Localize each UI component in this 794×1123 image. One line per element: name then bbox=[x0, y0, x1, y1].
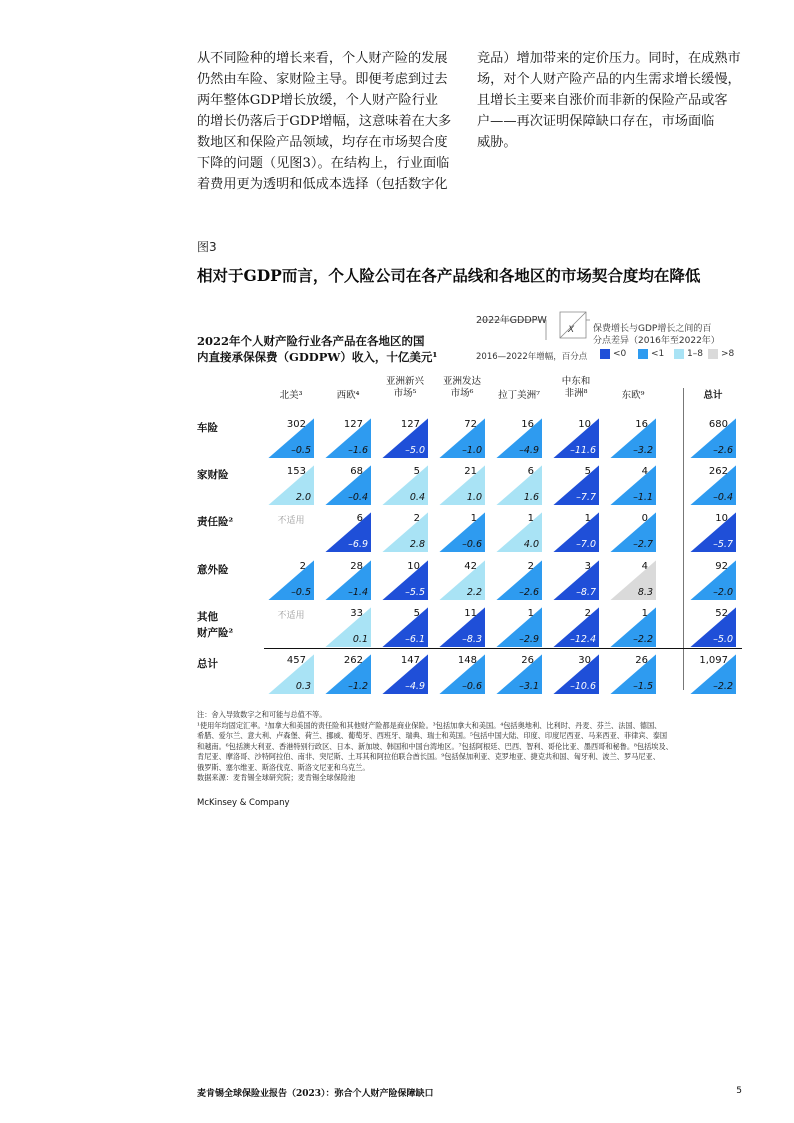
note-line: 注：舍入导致数字之和可能与总值不等。 bbox=[197, 710, 327, 719]
page-number: 5 bbox=[736, 1086, 742, 1096]
premium-value: 5 bbox=[584, 466, 591, 477]
growth-gap-value: –1.5 bbox=[633, 681, 653, 692]
growth-gap-value: –4.9 bbox=[405, 681, 425, 692]
column-header-line: 北美³ bbox=[279, 390, 303, 401]
column-header-line: 亚洲发达 bbox=[442, 376, 481, 387]
premium-value: 1 bbox=[527, 608, 534, 619]
table-cell bbox=[439, 560, 485, 600]
premium-value: 2 bbox=[413, 513, 420, 524]
table-cell bbox=[496, 607, 542, 647]
growth-gap-value: 2.8 bbox=[409, 539, 425, 550]
premium-value: 153 bbox=[286, 466, 306, 477]
table-cell bbox=[610, 654, 656, 694]
premium-value: 1 bbox=[584, 513, 591, 524]
table-cell bbox=[382, 512, 428, 552]
table-cell bbox=[382, 465, 428, 505]
table-cell bbox=[610, 607, 656, 647]
growth-gap-value: –5.0 bbox=[405, 445, 425, 456]
row-header bbox=[197, 514, 267, 530]
growth-gap-value: –1.6 bbox=[348, 445, 368, 456]
body-line: 竞品）增加带来的定价压力。同时，在成熟市 bbox=[477, 51, 741, 66]
table-cell bbox=[382, 654, 428, 694]
table-cell bbox=[690, 512, 736, 552]
premium-value: 0 bbox=[641, 513, 648, 524]
column-header bbox=[375, 376, 435, 400]
growth-gap-value: –0.6 bbox=[462, 539, 482, 550]
table-cell bbox=[325, 465, 371, 505]
growth-gap-value: –5.7 bbox=[713, 539, 733, 550]
growth-gap-value: 1.0 bbox=[466, 492, 482, 503]
legend-swatch-1to8 bbox=[674, 349, 684, 359]
growth-gap-value: 8.3 bbox=[637, 587, 653, 598]
row-header bbox=[197, 562, 267, 578]
row-header-line: 财产险² bbox=[197, 627, 234, 639]
row-header-line: 责任险² bbox=[197, 516, 234, 528]
growth-gap-value: –7.0 bbox=[576, 539, 596, 550]
growth-gap-value: –2.2 bbox=[713, 681, 733, 692]
growth-gap-value: –1.4 bbox=[348, 587, 368, 598]
premium-value: 127 bbox=[343, 419, 363, 430]
table-cell bbox=[553, 607, 599, 647]
growth-gap-value: –5.5 bbox=[405, 587, 425, 598]
body-line: 下降的问题（见图3）。在结构上，行业面临 bbox=[197, 156, 450, 171]
premium-value: 302 bbox=[286, 419, 306, 430]
table-cell bbox=[496, 465, 542, 505]
table-subtitle bbox=[197, 333, 447, 365]
legend-x-label: X bbox=[568, 325, 575, 335]
legend-swatch-lt1 bbox=[638, 349, 648, 359]
note-line: 数据来源：麦肯锡全球研究院；麦肯锡全球保险池 bbox=[197, 773, 356, 782]
growth-gap-value: –0.5 bbox=[291, 445, 311, 456]
row-header bbox=[197, 609, 267, 641]
note-line: 肯尼亚、摩洛哥、沙特阿拉伯、南非、突尼斯、土耳其和阿拉伯联合酋长国。⁹包括保加利亚、克罗地亚、捷克共和国、匈牙利、波兰、罗马尼亚、 bbox=[197, 752, 660, 761]
table-cell bbox=[268, 465, 314, 505]
row-header bbox=[197, 420, 267, 436]
growth-gap-value: –6.1 bbox=[405, 634, 425, 645]
column-header-line: 总计 bbox=[703, 390, 723, 401]
table-subtitle-line2: 内直接承保保费（GDDPW）收入，十亿美元¹ bbox=[197, 350, 438, 364]
table-cell bbox=[325, 654, 371, 694]
legend-swatch-gt8 bbox=[708, 349, 718, 359]
table-cell bbox=[496, 560, 542, 600]
column-header-line: 亚洲新兴 bbox=[385, 376, 424, 387]
premium-value: 26 bbox=[521, 655, 534, 666]
legend-item-lt0: <0 bbox=[613, 349, 627, 359]
table-cell bbox=[610, 465, 656, 505]
growth-gap-value: 2.0 bbox=[295, 492, 311, 503]
table-cell bbox=[325, 512, 371, 552]
table-cell bbox=[382, 607, 428, 647]
premium-value: 10 bbox=[407, 561, 420, 572]
growth-gap-value: –8.7 bbox=[576, 587, 596, 598]
table-cell bbox=[690, 560, 736, 600]
growth-gap-value: –6.9 bbox=[348, 539, 368, 550]
table-cell bbox=[268, 607, 314, 647]
body-column-right bbox=[477, 48, 757, 153]
table-cell bbox=[553, 465, 599, 505]
table-cell bbox=[553, 560, 599, 600]
note-line: 希腊、爱尔兰、意大利、卢森堡、荷兰、挪威、葡萄牙、西班牙、瑞典、瑞士和英国。⁵包括中国大陆、印度、印度尼西亚、马来西亚、菲律宾、泰国 bbox=[197, 731, 668, 740]
column-header-line: 拉丁美洲⁷ bbox=[498, 390, 540, 401]
growth-gap-value: –1.2 bbox=[348, 681, 368, 692]
premium-value: 72 bbox=[464, 419, 477, 430]
body-column-left bbox=[197, 48, 465, 195]
table-cell bbox=[553, 654, 599, 694]
growth-gap-value: –2.9 bbox=[519, 634, 539, 645]
premium-value: 10 bbox=[715, 513, 728, 524]
table-cell bbox=[268, 418, 314, 458]
column-header-line: 市场⁶ bbox=[450, 388, 474, 399]
table-cell bbox=[268, 654, 314, 694]
body-line: 的增长仍落后于GDP增幅，这意味着在大多 bbox=[197, 114, 452, 129]
body-line: 场，对个人财产险产品的内生需求增长缓慢， bbox=[477, 72, 741, 87]
premium-value: 2 bbox=[584, 608, 591, 619]
premium-value: 4 bbox=[641, 561, 648, 572]
column-header bbox=[683, 390, 743, 402]
growth-gap-value: –12.4 bbox=[570, 634, 596, 645]
figure-label: 图3 bbox=[197, 240, 217, 254]
table-cell bbox=[553, 512, 599, 552]
table-subtitle-line1: 2022年个人财产险行业各产品在各地区的国 bbox=[197, 334, 425, 348]
premium-value: 4 bbox=[641, 466, 648, 477]
premium-value: 6 bbox=[527, 466, 534, 477]
column-header bbox=[318, 390, 378, 402]
growth-gap-value: –3.1 bbox=[519, 681, 539, 692]
premium-value: 3 bbox=[584, 561, 591, 572]
premium-value: 457 bbox=[286, 655, 306, 666]
premium-value: 11 bbox=[464, 608, 477, 619]
table-cell bbox=[382, 560, 428, 600]
body-line: 从不同险种的增长来看，个人财产险的发展 bbox=[197, 51, 448, 66]
legend-desc-line2: 分点差异（2016年至2022年） bbox=[593, 336, 720, 346]
premium-value: 16 bbox=[635, 419, 648, 430]
column-header bbox=[489, 390, 549, 402]
body-line: 户——再次证明保障缺口存在，市场面临 bbox=[477, 114, 715, 129]
table-cell bbox=[690, 465, 736, 505]
body-line: 着费用更为透明和低成本选择（包括数字化 bbox=[197, 177, 448, 192]
growth-gap-value: –2.6 bbox=[519, 587, 539, 598]
premium-value: 2 bbox=[299, 561, 306, 572]
table-cell bbox=[690, 607, 736, 647]
total-row-rule bbox=[264, 648, 742, 649]
growth-gap-value: –0.5 bbox=[291, 587, 311, 598]
table-cell bbox=[496, 654, 542, 694]
premium-value: 680 bbox=[708, 419, 728, 430]
growth-gap-value: 1.6 bbox=[523, 492, 539, 503]
column-header-line: 非洲⁸ bbox=[564, 388, 588, 399]
table-cell bbox=[610, 560, 656, 600]
table-cell bbox=[439, 512, 485, 552]
figure-title: 相对于GDP而言，个人险公司在各产品线和各地区的市场契合度均在降低 bbox=[197, 266, 701, 285]
footer-title: 麦肯锡全球保险业报告（2023）：弥合个人财产险保障缺口 bbox=[197, 1089, 434, 1099]
growth-gap-value: –0.6 bbox=[462, 681, 482, 692]
premium-value: 28 bbox=[350, 561, 363, 572]
growth-gap-value: –2.7 bbox=[633, 539, 653, 550]
column-header-line: 市场⁵ bbox=[393, 388, 417, 399]
premium-value: 1 bbox=[527, 513, 534, 524]
premium-value: 147 bbox=[400, 655, 420, 666]
premium-value: 148 bbox=[457, 655, 477, 666]
growth-gap-value: –2.2 bbox=[633, 634, 653, 645]
premium-value: 21 bbox=[464, 466, 477, 477]
legend-growth-label: 2016—2022年增幅，百分点 bbox=[476, 352, 588, 362]
premium-value: 52 bbox=[715, 608, 728, 619]
growth-gap-value: –1.1 bbox=[633, 492, 653, 503]
premium-value: 127 bbox=[400, 419, 420, 430]
premium-value: 1 bbox=[641, 608, 648, 619]
premium-value: 262 bbox=[343, 655, 363, 666]
growth-gap-value: –2.0 bbox=[713, 587, 733, 598]
growth-gap-value: 4.0 bbox=[523, 539, 539, 550]
legend-item-1to8: 1–8 bbox=[687, 349, 703, 359]
premium-value: 92 bbox=[715, 561, 728, 572]
total-separator bbox=[683, 388, 684, 690]
premium-value: 1,097 bbox=[699, 655, 728, 666]
row-header-line: 车险 bbox=[197, 422, 218, 434]
table-cell bbox=[496, 418, 542, 458]
column-header bbox=[603, 390, 663, 402]
growth-gap-value: –1.0 bbox=[462, 445, 482, 456]
growth-gap-value: 0.3 bbox=[295, 681, 311, 692]
legend bbox=[470, 308, 760, 372]
body-line: 两年整体GDP增长放缓，个人财产险行业 bbox=[197, 93, 438, 108]
table-cell bbox=[439, 654, 485, 694]
figure-notes bbox=[197, 710, 757, 784]
growth-gap-value: –0.4 bbox=[713, 492, 733, 503]
column-header-line: 东欧⁹ bbox=[621, 390, 645, 401]
note-line: 和越南。⁶包括澳大利亚、香港特别行政区、日本、新加坡、韩国和中国台湾地区。⁷包括阿根廷、巴西、智利、哥伦比亚、墨西哥和秘鲁。⁸包括埃及、 bbox=[197, 741, 673, 751]
table-cell bbox=[325, 560, 371, 600]
column-header-line: 西欧⁴ bbox=[336, 390, 360, 401]
premium-value: 68 bbox=[350, 466, 363, 477]
growth-gap-value: –0.4 bbox=[348, 492, 368, 503]
table-cell bbox=[690, 418, 736, 458]
body-line: 仍然由车险、家财险主导。即便考虑到过去 bbox=[197, 72, 448, 87]
table-cell bbox=[439, 607, 485, 647]
legend-top-label: 2022年GDDPW bbox=[476, 315, 547, 326]
legend-item-gt8: >8 bbox=[721, 349, 735, 359]
table-cell bbox=[690, 654, 736, 694]
premium-value: 30 bbox=[578, 655, 591, 666]
premium-value: 2 bbox=[527, 561, 534, 572]
row-header-line: 总计 bbox=[197, 658, 218, 670]
table-cell bbox=[553, 418, 599, 458]
legend-desc-line1: 保费增长与GDP增长之间的百 bbox=[593, 324, 712, 334]
premium-value: 16 bbox=[521, 419, 534, 430]
premium-value: 26 bbox=[635, 655, 648, 666]
growth-gap-value: –7.7 bbox=[576, 492, 596, 503]
premium-value: 10 bbox=[578, 419, 591, 430]
table-cell bbox=[496, 512, 542, 552]
growth-gap-value: 0.4 bbox=[409, 492, 425, 503]
row-header-line: 意外险 bbox=[197, 564, 229, 576]
brand-logo-text: McKinsey & Company bbox=[197, 798, 290, 808]
table-cell bbox=[610, 418, 656, 458]
premium-value: 6 bbox=[356, 513, 363, 524]
column-header bbox=[546, 376, 606, 400]
growth-gap-value: –10.6 bbox=[570, 681, 596, 692]
growth-gap-value: 2.2 bbox=[466, 587, 482, 598]
premium-value: 33 bbox=[350, 608, 363, 619]
growth-gap-value: –5.0 bbox=[713, 634, 733, 645]
body-line: 且增长主要来自涨价而非新的保险产品或客 bbox=[477, 93, 728, 108]
premium-value: 262 bbox=[708, 466, 728, 477]
table-cell bbox=[325, 607, 371, 647]
column-header bbox=[261, 390, 321, 402]
premium-value: 5 bbox=[413, 608, 420, 619]
premium-value: 42 bbox=[464, 561, 477, 572]
row-header-line: 家财险 bbox=[197, 469, 229, 481]
growth-gap-value: –8.3 bbox=[462, 634, 482, 645]
table-cell bbox=[325, 418, 371, 458]
premium-value: 1 bbox=[470, 513, 477, 524]
body-line: 威胁。 bbox=[477, 135, 517, 150]
body-line: 数地区和保险产品领域，均存在市场契合度 bbox=[197, 135, 448, 150]
row-header-line: 其他 bbox=[197, 611, 218, 623]
note-line: 俄罗斯、塞尔维亚、斯洛伐克、斯洛文尼亚和乌克兰。 bbox=[197, 762, 370, 772]
not-applicable-label: 不适用 bbox=[277, 516, 305, 526]
column-header bbox=[432, 376, 492, 400]
table-cell bbox=[268, 512, 314, 552]
table-cell bbox=[610, 512, 656, 552]
table-cell bbox=[439, 465, 485, 505]
legend-swatch-lt0 bbox=[600, 349, 610, 359]
growth-gap-value: –3.2 bbox=[633, 445, 653, 456]
note-line: ¹使用年均固定汇率。²加拿大和美国的责任险和其他财产险都是商业保险。³包括加拿大和美国。⁴包括奥地利、比利时、丹麦、芬兰、法国、德国、 bbox=[197, 720, 662, 730]
row-header bbox=[197, 656, 267, 672]
not-applicable-label: 不适用 bbox=[277, 611, 305, 621]
column-header-line: 中东和 bbox=[561, 376, 591, 387]
row-header bbox=[197, 467, 267, 483]
table-cell bbox=[382, 418, 428, 458]
table-cell bbox=[268, 560, 314, 600]
legend-item-lt1: <1 bbox=[651, 349, 665, 359]
growth-gap-value: –2.6 bbox=[713, 445, 733, 456]
growth-gap-value: –4.9 bbox=[519, 445, 539, 456]
premium-value: 5 bbox=[413, 466, 420, 477]
growth-gap-value: –11.6 bbox=[570, 445, 596, 456]
table-cell bbox=[439, 418, 485, 458]
growth-gap-value: 0.1 bbox=[352, 634, 368, 645]
